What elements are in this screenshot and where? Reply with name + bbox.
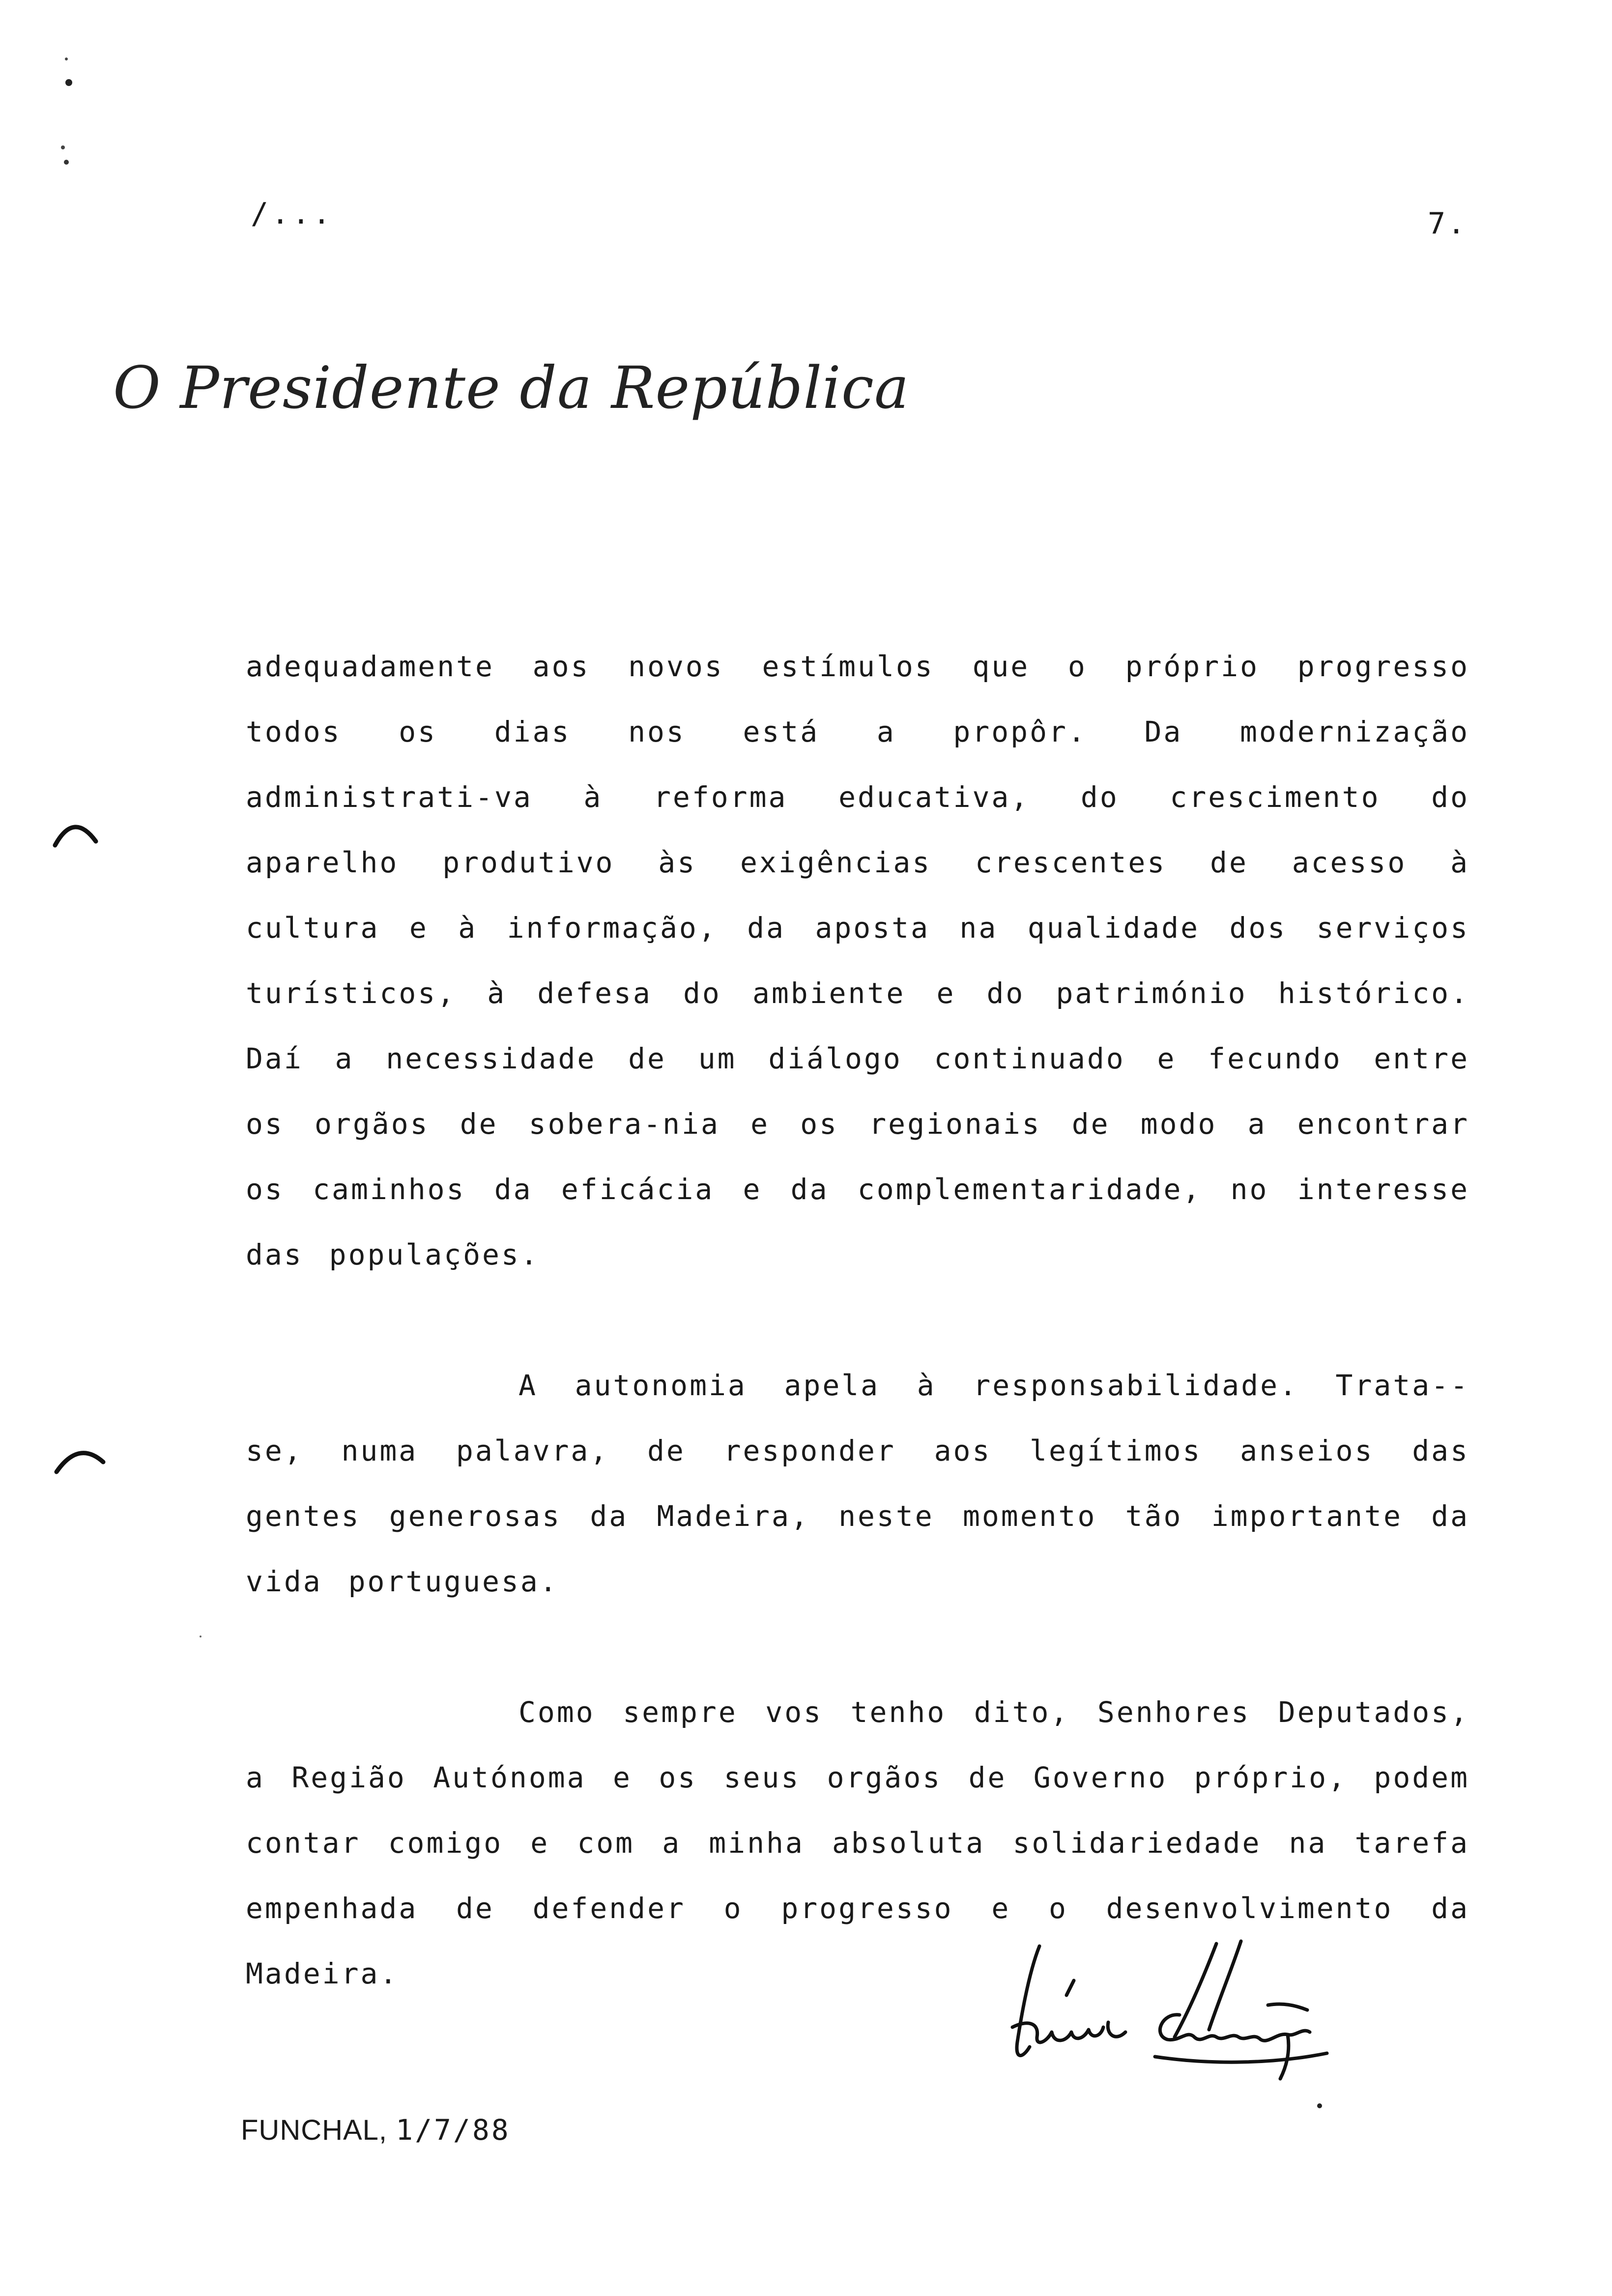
letterhead: O Presidente da República	[113, 354, 910, 422]
place-date	[241, 2113, 511, 2147]
body-text	[246, 634, 1469, 2007]
date: 1/7/88	[396, 2113, 511, 2147]
continuation-mark: /...	[251, 197, 334, 231]
place: FUNCHAL,	[241, 2114, 388, 2146]
paragraph-3: Como sempre vos tenho dito, Senhores Deputados, a Região Autónoma e os seus orgãos de Governo próprio, podem contar comigo e com a minha absoluta solidariedade na tarefa empenhada de defender o progresso e o desenvolvimento da Madeira.	[246, 1695, 1469, 1990]
paragraph-1: adequadamente aos novos estímulos que o próprio progresso todos os dias nos está a propôr. Da modernização administrati-va à reforma educativa, do crescimento do aparelho produtivo às exigências crescentes de acesso à cultura e à informação, da aposta na qualidade dos serviços turísticos, à defesa do ambiente e do património histórico. Daí a necessidade de um diálogo continuado e fecundo entre os orgãos de sobera-nia e os regionais de modo a encontrar os caminhos da eficácia e da complementaridade, no interesse das populações.	[246, 650, 1469, 1271]
paragraph-2: A autonomia apela à responsabilidade. Trata--se, numa palavra, de responder aos legítimos anseios das gentes generosas da Madeira, neste momento tão importante da vida portuguesa.	[246, 1369, 1469, 1598]
signature	[993, 1936, 1347, 2098]
page-number: 7.	[1428, 206, 1468, 241]
